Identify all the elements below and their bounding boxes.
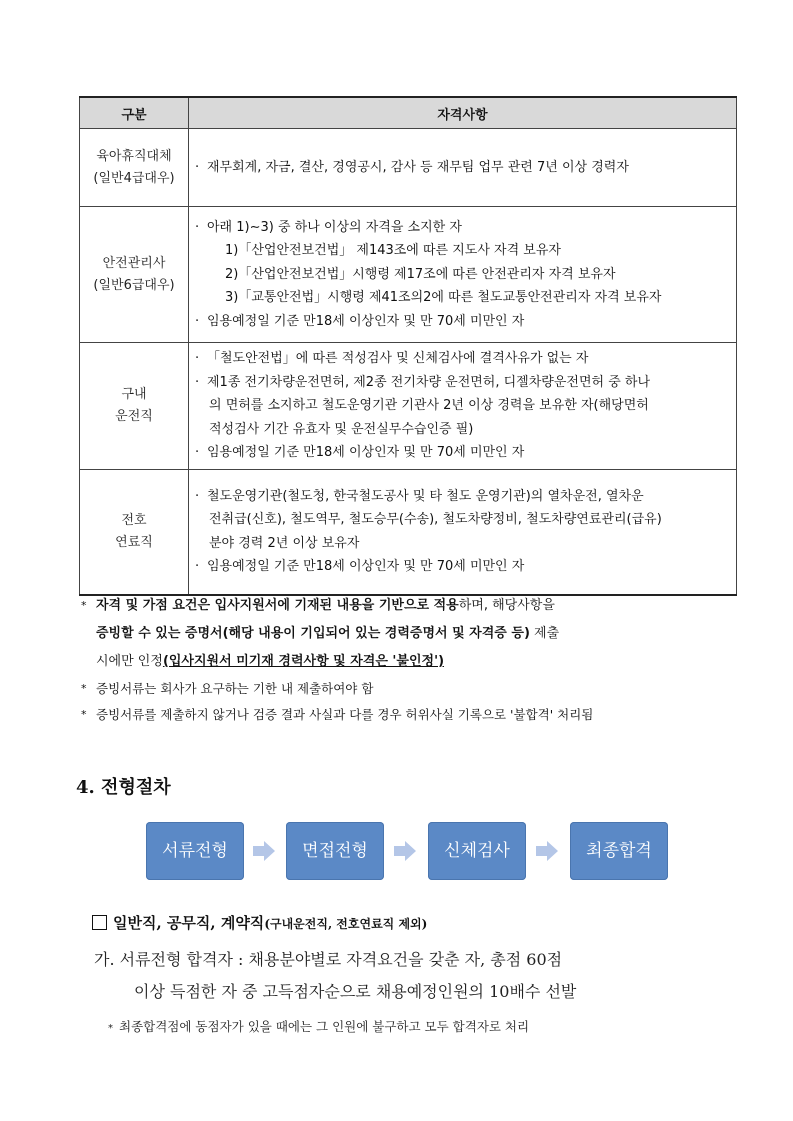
- list-item: · 제1종 전기차량운전면허, 제2종 전기차량 운전면허, 디젤차량운전면허 중 하나: [197, 371, 736, 395]
- asterisk: *: [108, 1023, 113, 1034]
- row-description: [189, 343, 737, 470]
- table-header-row: [80, 97, 737, 129]
- selection-process-flow: [146, 822, 666, 880]
- list-item: · 아래 1)∼3) 중 하나 이상의 자격을 소지한 자: [197, 216, 736, 240]
- list-item: · 임용예정일 기준 만18세 이상인자 및 만 70세 미만인 자: [197, 555, 736, 579]
- arrow-right-icon: [394, 841, 416, 861]
- tie-note: * 최종합격점에 동점자가 있을 때에는 그 인원에 불구하고 모두 합격자로 처리: [108, 1019, 530, 1034]
- list-item: 2)「산업안전보건법」시행령 제17조에 따른 안전관리자 자격 보유자: [225, 266, 616, 282]
- asterisk: *: [81, 708, 87, 721]
- row-category: 전호 연료직: [80, 469, 189, 595]
- notes: [79, 592, 739, 728]
- table-row: [80, 207, 737, 343]
- note-deadline: * 증빙서류는 회사가 요구하는 기한 내 제출하여야 함: [79, 676, 739, 702]
- row-description: [189, 207, 737, 343]
- list-item: · 임용예정일 기준 만18세 이상인자 및 만 70세 미만인 자: [197, 310, 736, 334]
- row-category: 육아휴직대체 (일반4급대우): [80, 129, 189, 207]
- row-category: 구내 운전직: [80, 343, 189, 470]
- header-category: 구분: [80, 97, 189, 129]
- checkbox-square-icon: [92, 915, 107, 930]
- list-item: 전취급(신호), 철도역무, 철도승무(수송), 철도차량정비, 철도차량연료관리(급유): [209, 512, 662, 528]
- step-interview: 면접전형: [286, 822, 384, 880]
- asterisk: *: [81, 599, 87, 612]
- section-title: 4. 전형절차: [76, 777, 171, 798]
- table-row: [80, 469, 737, 595]
- step-document-screening: 서류전형: [146, 822, 244, 880]
- table-row: [80, 343, 737, 470]
- list-item: 적성검사 기간 유효자 및 운전실무수습인증 필): [209, 421, 474, 437]
- row-description: [189, 469, 737, 595]
- list-item: · 임용예정일 기준 만18세 이상인자 및 만 70세 미만인 자: [197, 441, 736, 465]
- list-item: 3)「교통안전법」시행령 제41조의2에 따른 철도교통안전관리자 자격 보유자: [225, 290, 662, 306]
- asterisk: *: [81, 682, 87, 695]
- screening-item: 가. 서류전형 합격자 : 채용분야별로 자격요건을 갖춘 자, 총점 60점 이상 득점한 자 중 고득점자순으로 채용예정인원의 10배수 선발: [94, 950, 577, 1001]
- step-medical-exam: 신체검사: [428, 822, 526, 880]
- list-item: · 재무회계, 자금, 결산, 경영공시, 감사 등 재무팀 업무 관련 7년 이상 경력자: [197, 156, 736, 180]
- step-final-pass: 최종합격: [570, 822, 668, 880]
- category-heading: 일반직, 공무직, 계약직(구내운전직, 전호연료직 제외): [92, 912, 427, 933]
- list-item: · 철도운영기관(철도청, 한국철도공사 및 타 철도 운영기관)의 열차운전, 열차운: [197, 485, 736, 509]
- row-description: [189, 129, 737, 207]
- arrow-right-icon: [536, 841, 558, 861]
- qualification-table: [79, 96, 737, 596]
- header-qualification: 자격사항: [189, 97, 737, 129]
- list-item: 1)「산업안전보건법」 제143조에 따른 지도사 자격 보유자: [225, 243, 561, 259]
- list-item: · 「철도안전법」에 따른 적성검사 및 신체검사에 결격사유가 없는 자: [197, 347, 736, 371]
- table-row: [80, 129, 737, 207]
- arrow-right-icon: [253, 841, 275, 861]
- list-item: 의 면허를 소지하고 철도운영기관 기관사 2년 이상 경력을 보유한 자(해당면허: [209, 398, 649, 413]
- row-category: 안전관리사 (일반6급대우): [80, 207, 189, 343]
- note-false-record: * 증빙서류를 제출하지 않거나 검증 결과 사실과 다를 경우 허위사실 기록으로 '불합격' 처리됨: [79, 702, 739, 728]
- list-item: 분야 경력 2년 이상 보유자: [209, 535, 360, 551]
- note-evidence: * 자격 및 가점 요건은 입사지원서에 기재된 내용을 기반으로 적용하며, 해당사항을 증빙할 수 있는 증명서(해당 내용이 기입되어 있는 경력증명서 및 자격증 등) 제출 시에만 인정(입사지원서 미기재 경력사항 및 자격은 '불인정'): [79, 592, 739, 676]
